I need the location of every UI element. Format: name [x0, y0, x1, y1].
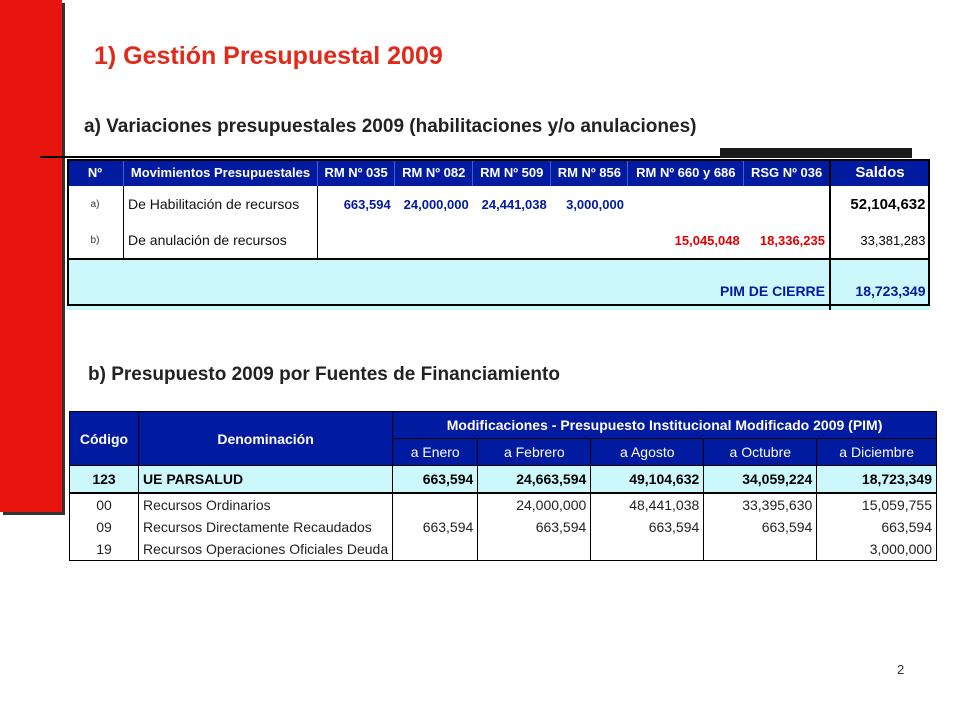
- value-cell: [744, 186, 830, 222]
- code-cell: 00: [70, 493, 139, 516]
- section-a-heading: a) Variaciones presupuestales 2009 (habilitaciones y/o anulaciones): [84, 116, 697, 137]
- table-row-ue: [70, 466, 937, 494]
- value-cell: 24,441,038: [481, 196, 547, 212]
- pim-cierre-label: PIM DE CIERRE: [67, 259, 830, 310]
- value-cell: 34,059,224: [704, 466, 817, 494]
- pim-cierre-value: 18,723,349: [830, 259, 930, 310]
- header-month: a Octubre: [704, 439, 817, 466]
- header-month: a Febrero: [478, 439, 591, 466]
- value-cell: 15,059,755: [817, 493, 937, 516]
- value-cell: 663,594: [704, 516, 817, 538]
- header-cell: RM Nº 035: [318, 159, 395, 186]
- value-cell: 18,336,235: [759, 232, 825, 248]
- value-cell: 663,594: [817, 516, 937, 538]
- table-row: [67, 186, 930, 222]
- table-row: [67, 222, 930, 259]
- row-letter: b): [67, 222, 124, 259]
- value-cell: 663,594: [591, 516, 704, 538]
- value-cell: [395, 222, 473, 259]
- header-cell: RM Nº 082: [395, 159, 473, 186]
- name-cell: UE PARSALUD: [139, 466, 393, 494]
- header-cell: Nº: [67, 159, 124, 186]
- table-row: [70, 516, 937, 538]
- value-cell: [551, 222, 628, 259]
- value-cell: [393, 538, 478, 561]
- section-b-heading: b) Presupuesto 2009 por Fuentes de Financiamiento: [88, 364, 560, 385]
- value-cell: [591, 538, 704, 561]
- code-cell: 123: [70, 466, 139, 494]
- value-cell: [318, 222, 395, 259]
- table-header-row: [67, 159, 930, 186]
- value-cell: 33,395,630: [704, 493, 817, 516]
- header-codigo: Código: [70, 412, 139, 466]
- pim-cierre-row: [67, 259, 930, 310]
- header-denominacion: Denominación: [139, 412, 393, 466]
- name-cell: Recursos Ordinarios: [139, 493, 393, 516]
- decorative-red-sidebar: [0, 0, 62, 512]
- slide-title: 1) Gestión Presupuestal 2009: [94, 42, 443, 70]
- row-description: De Habilitación de recursos: [124, 186, 318, 222]
- fuentes-financiamiento-table: [69, 411, 937, 561]
- header-group-pim: Modificaciones - Presupuesto Institucional Modificado 2009 (PIM): [393, 412, 937, 439]
- value-cell: [473, 222, 551, 259]
- name-cell: Recursos Operaciones Oficiales Deuda: [139, 538, 393, 561]
- header-month: a Agosto: [591, 439, 704, 466]
- code-cell: 09: [70, 516, 139, 538]
- value-cell: [478, 538, 591, 561]
- value-cell: [393, 493, 478, 516]
- name-cell: Recursos Directamente Recaudados: [139, 516, 393, 538]
- variaciones-table: [67, 159, 930, 310]
- header-cell: RM Nº 660 y 686: [628, 159, 744, 186]
- header-cell: RM Nº 509: [473, 159, 551, 186]
- value-cell: 3,000,000: [817, 538, 937, 561]
- header-cell: Saldos: [830, 159, 930, 186]
- row-letter: a): [67, 186, 124, 222]
- saldo-cell: 33,381,283: [830, 222, 930, 259]
- saldo-cell: 52,104,632: [830, 186, 930, 222]
- table-header-row: [70, 412, 937, 439]
- row-description: De anulación de recursos: [124, 222, 318, 259]
- value-cell: 15,045,048: [674, 232, 740, 248]
- value-cell: 663,594: [343, 196, 391, 212]
- header-month: a Enero: [393, 439, 478, 466]
- value-cell: 24,663,594: [478, 466, 591, 494]
- table-row: [70, 493, 937, 516]
- value-cell: [704, 538, 817, 561]
- value-cell: 24,000,000: [478, 493, 591, 516]
- value-cell: 663,594: [393, 516, 478, 538]
- value-cell: 663,594: [393, 466, 478, 494]
- page-number: 2: [897, 662, 905, 677]
- header-month: a Diciembre: [817, 439, 937, 466]
- header-cell: RSG Nº 036: [744, 159, 830, 186]
- value-cell: 24,000,000: [403, 196, 469, 212]
- divider-line: [40, 156, 720, 158]
- decorative-dark-block: [720, 148, 912, 158]
- value-cell: 663,594: [478, 516, 591, 538]
- code-cell: 19: [70, 538, 139, 561]
- value-cell: 18,723,349: [817, 466, 937, 494]
- header-cell: RM Nº 856: [551, 159, 628, 186]
- value-cell: 48,441,038: [591, 493, 704, 516]
- value-cell: 3,000,000: [566, 196, 624, 212]
- table-row: [70, 538, 937, 561]
- value-cell: 49,104,632: [591, 466, 704, 494]
- header-cell: Movimientos Presupuestales: [124, 159, 318, 186]
- value-cell: [628, 186, 744, 222]
